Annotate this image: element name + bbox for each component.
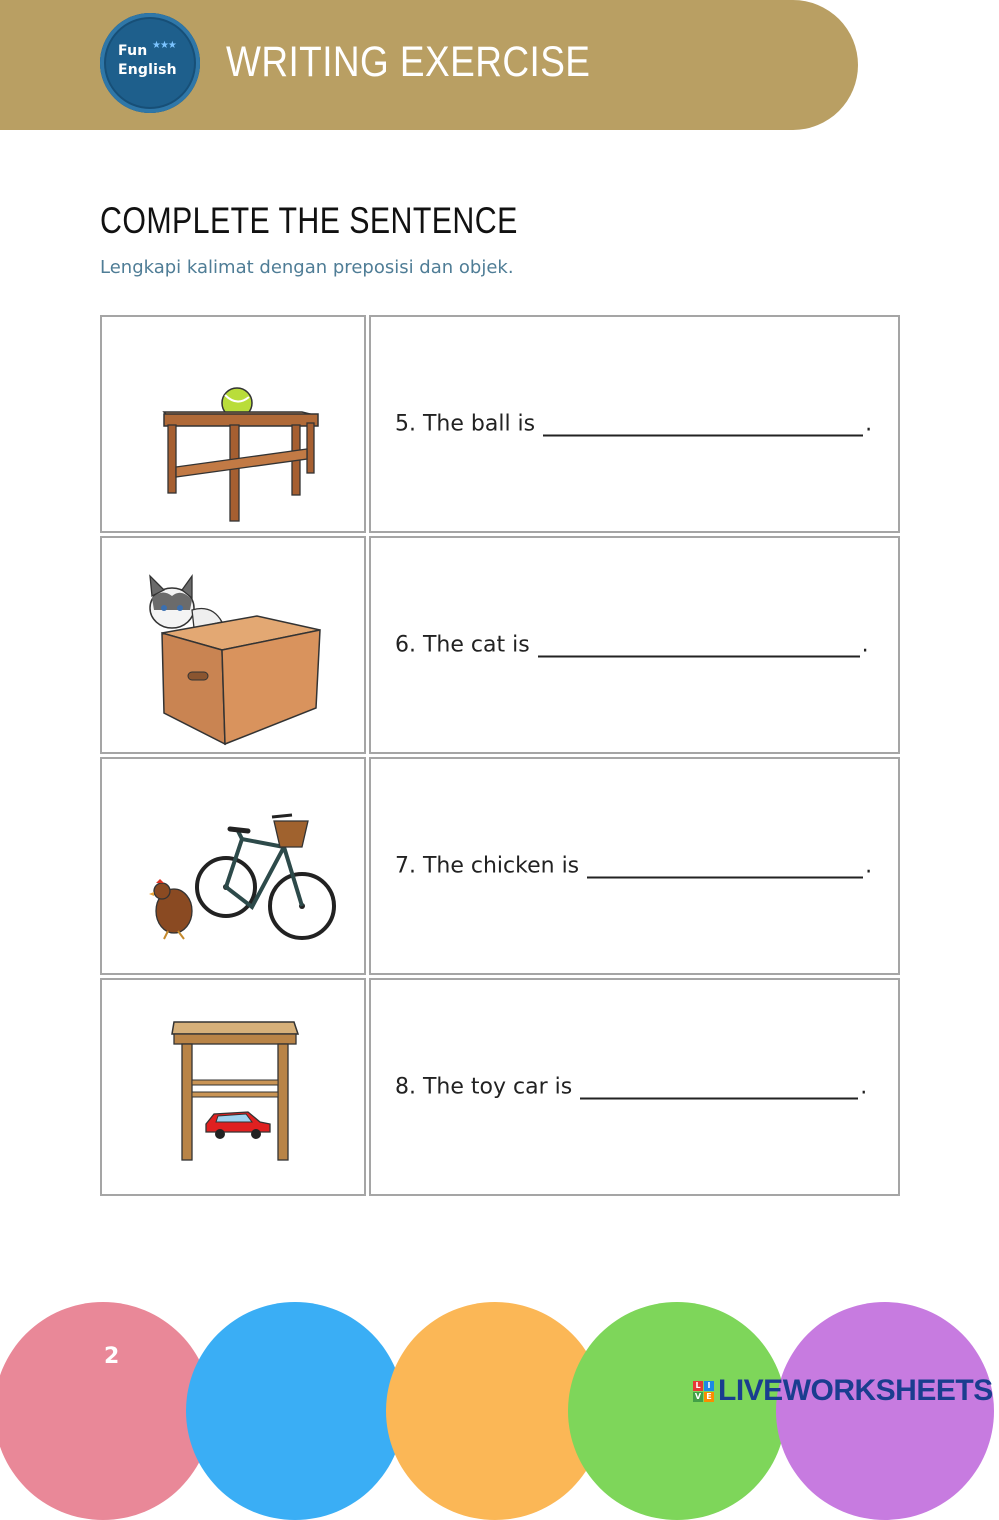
liveworksheets-icon [693,1381,714,1402]
icon-letter-l: L [693,1381,703,1391]
sentence-6-period: . [861,632,869,658]
pink-circle [0,1302,212,1520]
liveworksheets-logo [693,1374,993,1408]
fun-english-logo [100,13,200,113]
stars-icon: ★★★ [152,40,176,51]
answer-blank-5[interactable] [543,415,863,437]
logo-text-english: English [118,62,177,78]
blue-circle [186,1302,404,1520]
sentence-5-period: . [865,411,873,437]
sentence-8-text: 8. The toy car is [395,1074,573,1100]
picture-cell-5 [100,315,366,533]
sentence-cell-7 [369,757,900,975]
answer-blank-6[interactable] [538,636,860,658]
icon-letter-i: I [704,1381,714,1391]
sentence-cell-5 [369,315,900,533]
chicken-next-to-bicycle-picture [102,759,364,973]
answer-blank-8[interactable] [580,1078,858,1100]
sentence-7-period: . [865,853,873,879]
page-title: WRITING EXERCISE [226,38,591,86]
green-circle [568,1302,786,1520]
answer-blank-7[interactable] [587,857,863,879]
picture-cell-8 [100,978,366,1196]
sentence-cell-6 [369,536,900,754]
icon-letter-v: V [694,1391,702,1401]
section-title: COMPLETE THE SENTENCE [100,200,518,241]
sentence-7 [395,854,872,879]
sentence-6-text: 6. The cat is [395,632,530,658]
sentence-6 [395,633,869,658]
toy-car-under-table-picture [102,980,364,1194]
sentence-7-text: 7. The chicken is [395,853,580,879]
picture-cell-6 [100,536,366,754]
instructions: Lengkapi kalimat dengan preposisi dan objek. [100,257,514,278]
brand-worksheets: WORKSHEETS [782,1374,993,1407]
brand-live: LIVE [718,1374,783,1407]
sentence-5 [395,412,872,437]
purple-circle [776,1302,994,1520]
sentence-8-period: . [860,1074,868,1100]
sentence-cell-8 [369,978,900,1196]
logo-text-fun: Fun [118,43,148,59]
table-with-ball-picture [102,317,364,531]
sentence-5-text: 5. The ball is [395,411,536,437]
picture-cell-7 [100,757,366,975]
icon-letter-e: E [704,1392,714,1402]
sentence-8 [395,1075,867,1100]
page-number: 2 [104,1344,120,1369]
cat-behind-box-picture [102,538,364,752]
